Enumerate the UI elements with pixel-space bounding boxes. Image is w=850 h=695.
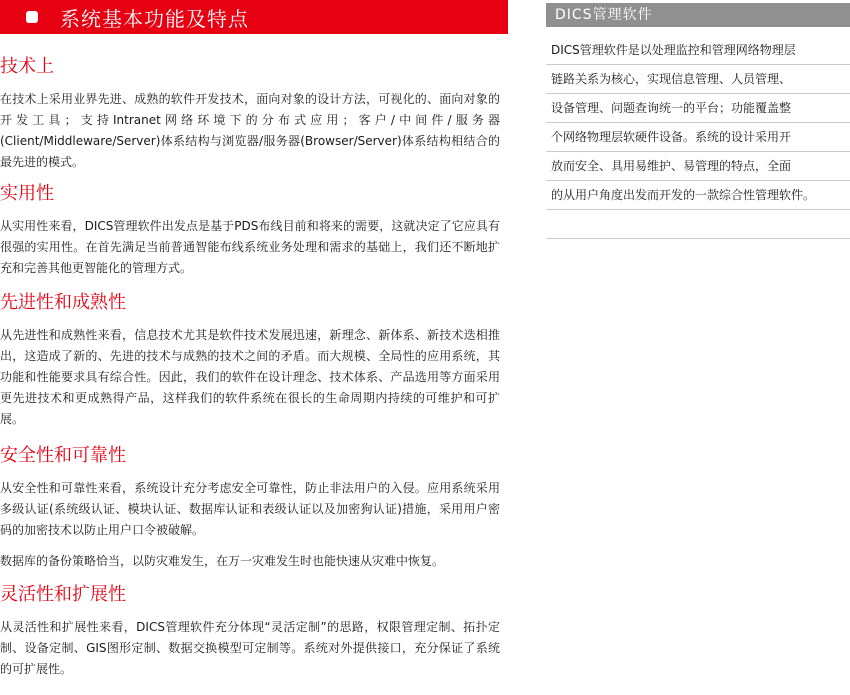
sidebar-panel <box>546 3 850 239</box>
sidebar-line: 的从用户角度出发而开发的一款综合性管理软件。 <box>546 181 850 210</box>
sidebar-line: 个网络物理层软硬件设备。系统的设计采用开 <box>546 123 850 152</box>
section-paragraph: 从实用性来看，DICS管理软件出发点是基于PDS布线目前和将来的需要，这就决定了它应具有很强的实用性。在首先满足当前普通智能布线系统业务处理和需求的基础上，我们还不断地扩充和完善其他更智能化的管理方式。 <box>0 219 500 275</box>
sidebar-divider <box>546 238 850 239</box>
section-advanced-maturity <box>0 291 500 430</box>
sidebar-line: DICS管理软件是以处理监控和管理网络物理层 <box>546 36 850 65</box>
section-technology <box>0 55 500 173</box>
main-column <box>0 0 508 34</box>
section-paragraph: 从安全性和可靠性来看，系统设计充分考虑安全可靠性，防止非法用户的入侵。应用系统采用多级认证(系统级认证、模块认证、数据库认证和表级认证以及加密狗认证)措施，采用用户密码的加密技术以防止用户口令被破解。 <box>0 481 500 537</box>
section-title: 灵活性和扩展性 <box>0 584 126 605</box>
section-paragraph: 从先进性和成熟性来看，信息技术尤其是软件技术发展迅速，新理念、新体系、新技术迭相推出，这造成了新的、先进的技术与成熟的技术之间的矛盾。而大规模、全局性的应用系统，其功能和性能要求具有综合性。因此，我们的软件在设计理念、技术体系、产品选用等方面采用更先进技术和更成熟得产品，这样我们的软件系统在很长的生命周期内持续的可维护和可扩展。 <box>0 328 500 426</box>
sidebar-text <box>546 36 850 210</box>
section-title: 先进性和成熟性 <box>0 292 126 313</box>
sidebar-line: 设备管理、问题查询统一的平台；功能覆盖整 <box>546 94 850 123</box>
square-bullet-icon <box>26 11 38 23</box>
banner-title: 系统基本功能及特点 <box>60 6 249 31</box>
section-title: 实用性 <box>0 183 54 204</box>
section-flexibility-scalability <box>0 583 500 680</box>
sidebar-line: 放而安全、具用易维护、易管理的特点，全面 <box>546 152 850 181</box>
sidebar-header: DICS管理软件 <box>546 3 850 27</box>
section-banner <box>0 0 508 34</box>
section-practicality <box>0 182 500 279</box>
section-title: 技术上 <box>0 56 54 77</box>
section-paragraph: 从灵活性和扩展性来看，DICS管理软件充分体现“灵活定制”的思路，权限管理定制、拓扑定制、设备定制、GIS图形定制、数据交换模型可定制等。系统对外提供接口，充分保证了系统的可扩展性。 <box>0 620 500 676</box>
section-title: 安全性和可靠性 <box>0 445 126 466</box>
section-security-reliability <box>0 444 500 572</box>
section-paragraph: 数据库的备份策略恰当，以防灾难发生，在万一灾难发生时也能快速从灾难中恢复。 <box>0 554 445 568</box>
section-paragraph: 在技术上采用业界先进、成熟的软件开发技术，面向对象的设计方法，可视化的、面向对象的开发工具；支持Intranet网络环境下的分布式应用；客户/中间件/服务器(Client/Middleware/Server)体系结构与浏览器/服务器(Browser/Server)体系结构相结合的最先进的模式。 <box>0 92 500 169</box>
sidebar-line: 链路关系为核心，实现信息管理、人员管理、 <box>546 65 850 94</box>
